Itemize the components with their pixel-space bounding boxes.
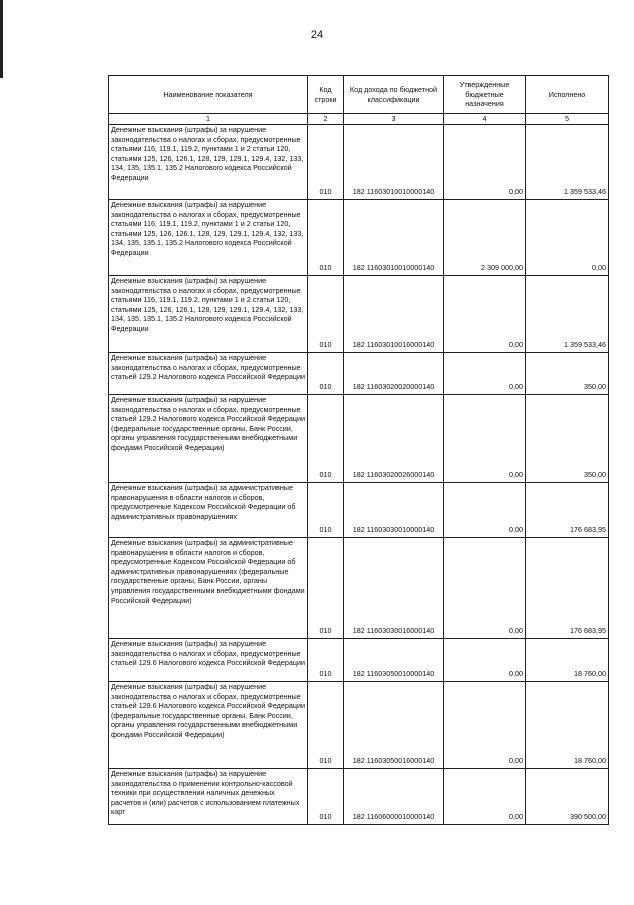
table-row [109,483,609,538]
approved-amount: 0,00 [444,395,526,483]
line-code: 010 [308,276,344,353]
income-code: 182 11603030016000140 [344,538,444,639]
line-code: 010 [308,769,344,825]
indicator-name: Денежные взыскания (штрафы) за административные правонарушения в области налогов и сборов, предусмотренные Кодексом Российской Федерации об административных правонарушениях [109,483,308,538]
indicator-name: Денежные взыскания (штрафы) за административные правонарушения в области налогов и сборов, предусмотренные Кодексом Российской Федерации об административных правонарушениях (федеральные государственные органы, Банк России, органы управления государственными внебюджетными фондами Российской Федерации) [109,538,308,639]
income-code: 182 11603010016000140 [344,276,444,353]
table-row [109,769,609,825]
header-approved: Утвержденные бюджетные назначения [444,76,526,114]
line-code: 010 [308,125,344,200]
approved-amount: 0,00 [444,276,526,353]
executed-amount: 0,00 [526,200,609,276]
line-code: 010 [308,538,344,639]
income-code: 182 11603010010000140 [344,125,444,200]
executed-amount: 350,00 [526,395,609,483]
income-code: 182 11603050010000140 [344,639,444,682]
approved-amount: 0,00 [444,353,526,395]
header-indicator-name: Наименование показателя [109,76,308,114]
column-number-row [109,114,609,125]
column-number: 2 [308,114,344,125]
table-row [109,353,609,395]
table-row [109,395,609,483]
indicator-name: Денежные взыскания (штрафы) за нарушение законодательства о налогах и сборах, предусмотренные статьей 129.6 Налогового кодекса Российской Федерации [109,639,308,682]
executed-amount: 18 760,00 [526,639,609,682]
approved-amount: 0,00 [444,538,526,639]
line-code: 010 [308,395,344,483]
table-row [109,200,609,276]
executed-amount: 18 760,00 [526,682,609,769]
indicator-name: Денежные взыскания (штрафы) за нарушение законодательства о применении контрольно-кассовой техники при осуществлении наличных денежных расчетов и (или) расчетов с использованием платежных карт [109,769,308,825]
table-row [109,538,609,639]
income-code: 182 11603020020000140 [344,353,444,395]
indicator-name: Денежные взыскания (штрафы) за нарушение законодательства о налогах и сборах, предусмотренные статьями 116, 119.1, 119.2, пунктами 1 и 2 статьи 120, статьями 125, 126, 126.1, 128, 129, 129.1, 129.4, 132, 133, 134, 135, 135.1, 135.2 Налогового кодекса Российской Федерации [109,276,308,353]
approved-amount: 0,00 [444,639,526,682]
line-code: 010 [308,483,344,538]
table-header-row [109,76,609,114]
table-row [109,639,609,682]
line-code: 010 [308,639,344,682]
table-row [109,125,609,200]
line-code: 010 [308,353,344,395]
column-number: 5 [526,114,609,125]
executed-amount: 176 683,95 [526,483,609,538]
table-row [109,682,609,769]
line-code: 010 [308,682,344,769]
table-row [109,276,609,353]
approved-amount: 0,00 [444,769,526,825]
executed-amount: 176 683,95 [526,538,609,639]
column-number: 3 [344,114,444,125]
approved-amount: 2 309 000,00 [444,200,526,276]
executed-amount: 1 359 533,46 [526,276,609,353]
header-executed: Исполнено [526,76,609,114]
page-number: 24 [310,29,324,41]
indicator-name: Денежные взыскания (штрафы) за нарушение законодательства о налогах и сборах, предусмотренные статьями 116, 119.1, 119.2, пунктами 1 и 2 статьи 120, статьями 125, 126, 126.1, 128, 129, 129.1, 129.4, 132, 133, 134, 135, 135.1, 135.2 Налогового кодекса Российской Федерации [109,125,308,200]
approved-amount: 0,00 [444,682,526,769]
executed-amount: 1 359 533,46 [526,125,609,200]
line-code: 010 [308,200,344,276]
income-code: 182 11603050016000140 [344,682,444,769]
budget-execution-table [108,75,609,825]
scan-edge-mark [0,0,3,78]
executed-amount: 350,00 [526,353,609,395]
header-line-code: Код строки [308,76,344,114]
income-code: 182 11606000010000140 [344,769,444,825]
column-number: 4 [444,114,526,125]
indicator-name: Денежные взыскания (штрафы) за нарушение законодательства о налогах и сборах, предусмотренные статьей 129.2 Налогового кодекса Российской Федерации (федеральные государственные органы, Банк России, органы управления государственными внебюджетными фондами Российской Федерации) [109,395,308,483]
approved-amount: 0,00 [444,125,526,200]
approved-amount: 0,00 [444,483,526,538]
column-number: 1 [109,114,308,125]
executed-amount: 390 500,00 [526,769,609,825]
income-code: 182 11603010010000140 [344,200,444,276]
income-code: 182 11603020026000140 [344,395,444,483]
income-code: 182 11603030010000140 [344,483,444,538]
indicator-name: Денежные взыскания (штрафы) за нарушение законодательства о налогах и сборах, предусмотренные статьями 116, 119.1, 119.2, пунктами 1 и 2 статьи 120, статьями 125, 126, 126.1, 128, 129, 129.1, 129.4, 132, 133, 134, 135, 135.1, 135.2 Налогового кодекса Российской Федерации [109,200,308,276]
indicator-name: Денежные взыскания (штрафы) за нарушение законодательства о налогах и сборах, предусмотренные статьей 129.6 Налогового кодекса Российской Федерации (федеральные государственные органы, Банк России, органы управления государственными внебюджетными фондами Российской Федерации) [109,682,308,769]
header-income-code: Код дохода по бюджетной классификации [344,76,444,114]
indicator-name: Денежные взыскания (штрафы) за нарушение законодательства о налогах и сборах, предусмотренные статьей 129.2 Налогового кодекса Российской Федерации [109,353,308,395]
